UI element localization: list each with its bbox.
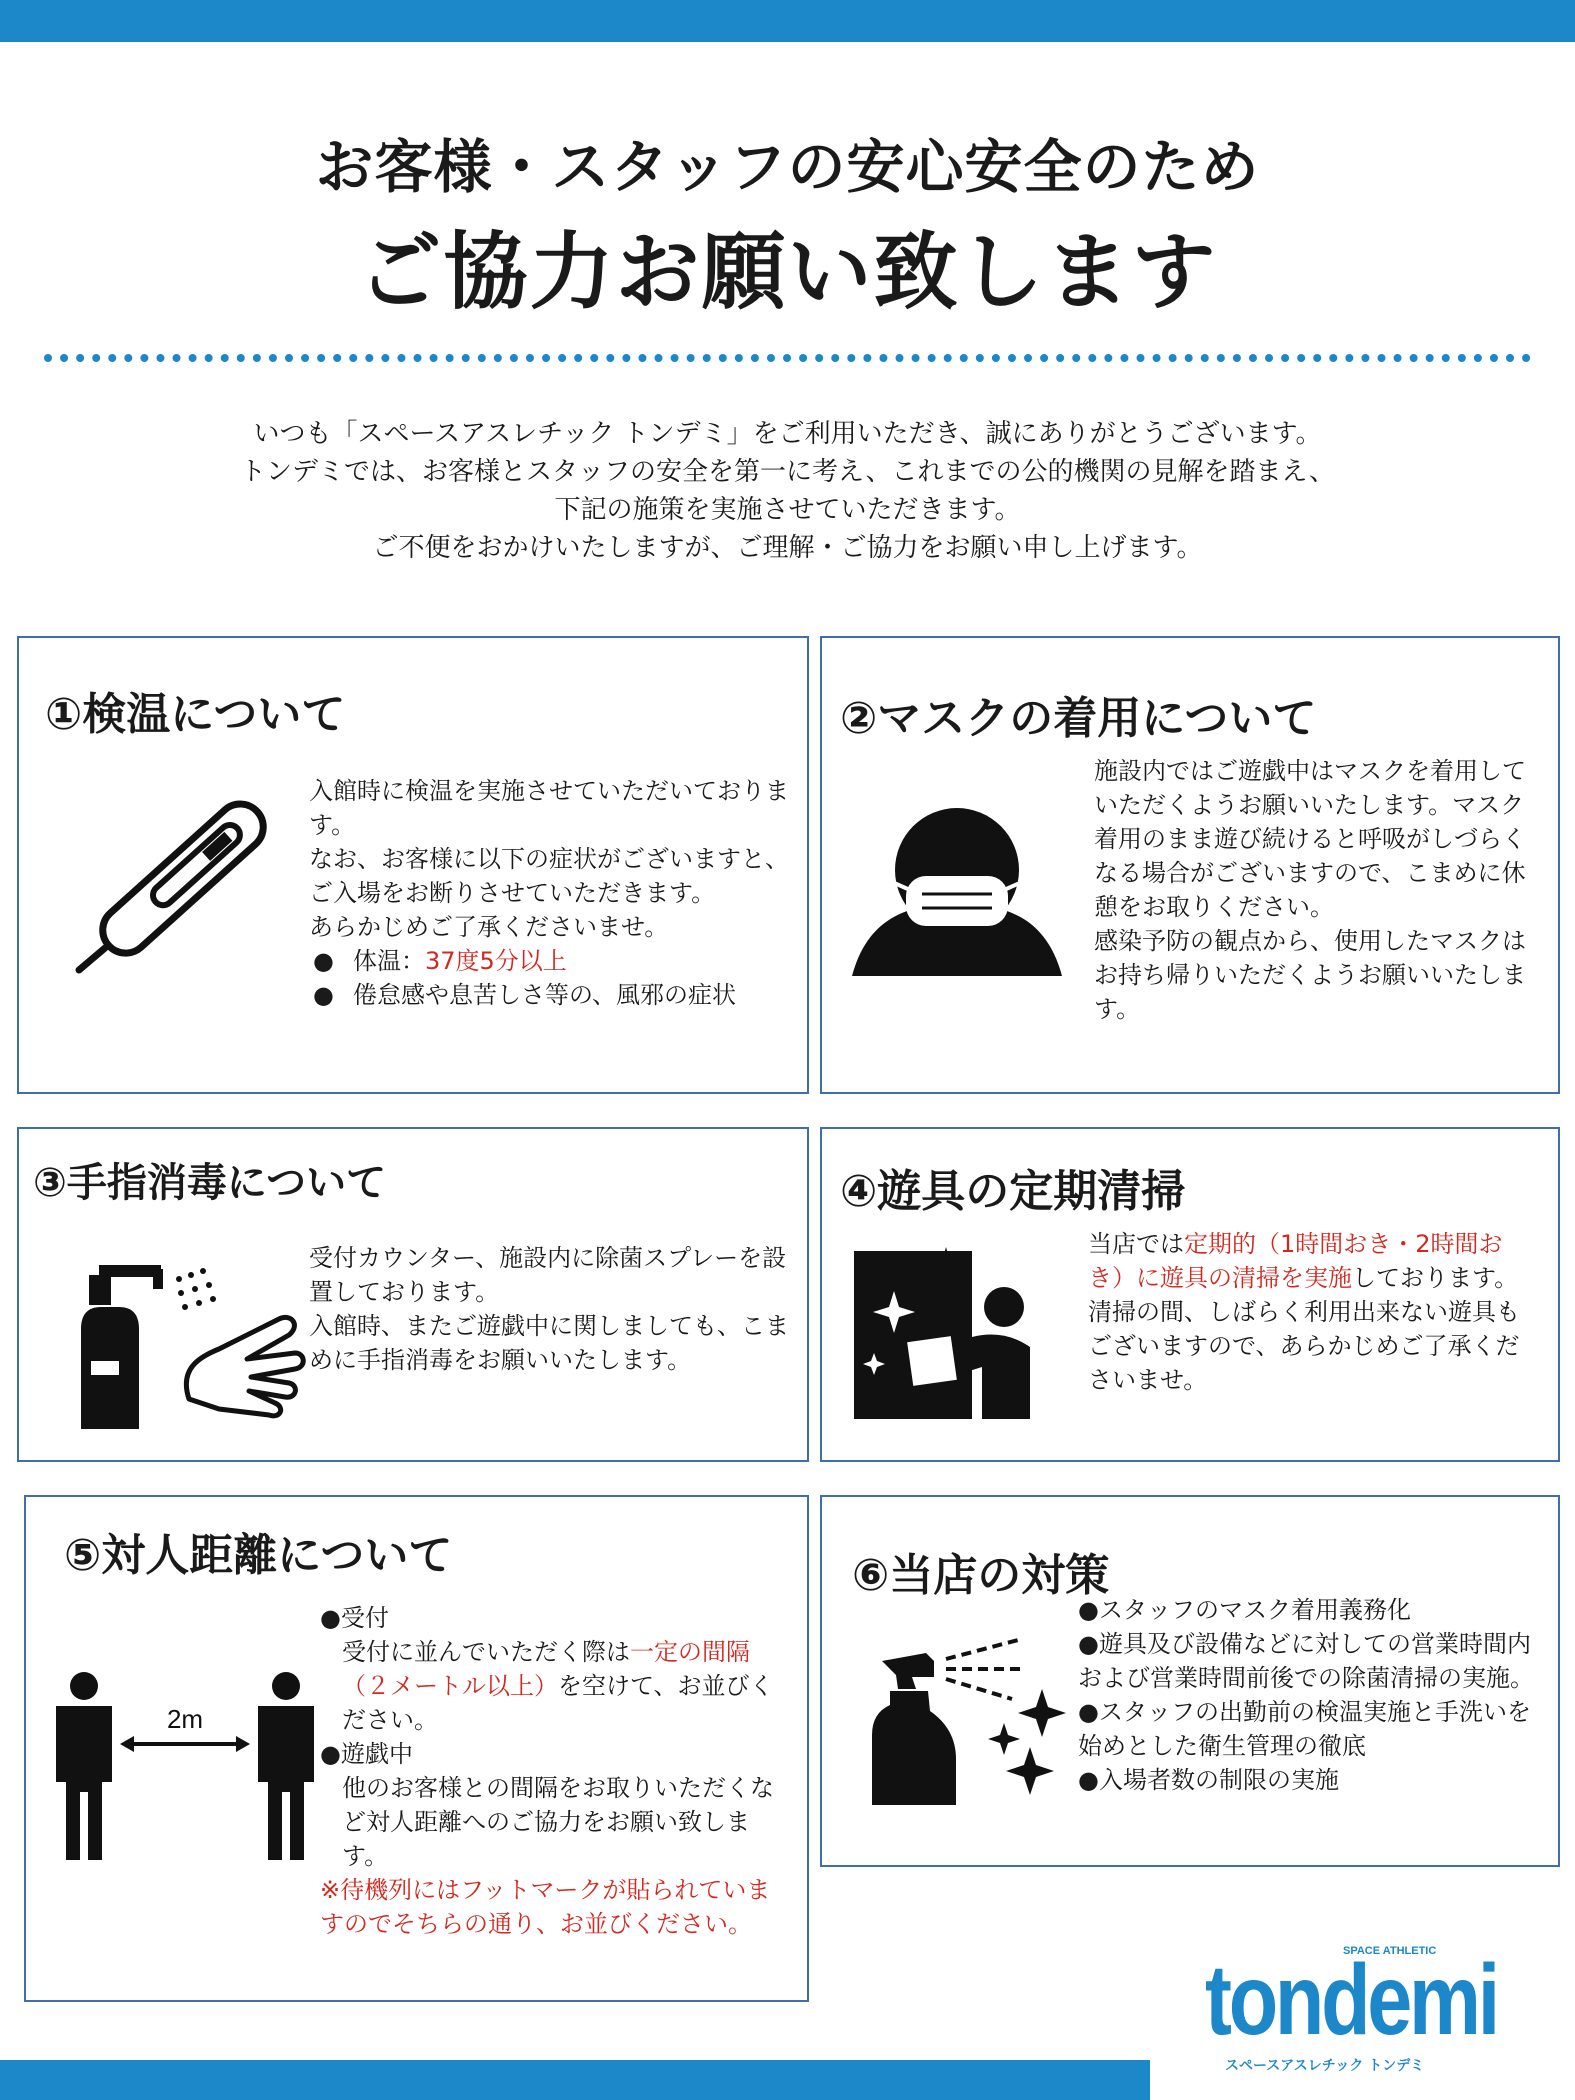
body-text: を空けて、お並びください。 — [342, 1672, 774, 1734]
body-text: しております。 — [1352, 1264, 1519, 1292]
cleaning-icon — [854, 1247, 1034, 1422]
body-line: 入館時に検温を実施させていただいております。 — [309, 777, 789, 839]
body-line — [1088, 1227, 1538, 1295]
intro-line: ご不便をおかけいたしますが、ご理解・ご協力をお願い申し上げます。 — [372, 533, 1203, 563]
card-body — [309, 774, 789, 1012]
intro-line: いつも「スペースアスレチック トンデミ」をご利用いただき、誠にありがとうございます。 — [253, 419, 1322, 449]
measure-item: ●遊具及び設備などに対しての営業時間内および営業時間前後での除菌清掃の実施。 — [1078, 1630, 1534, 1692]
measure-item: ●入場者数の制限の実施 — [1078, 1766, 1339, 1794]
title-line-1: お客様・スタッフの安心安全のため — [315, 133, 1260, 201]
bottom-accent-bar — [0, 2060, 1150, 2100]
dotted-divider — [44, 354, 1531, 362]
body-line: あらかじめご了承くださいませ。 — [309, 913, 669, 941]
body-line — [320, 1635, 786, 1737]
card-hand-sanitizing — [17, 1127, 809, 1462]
masked-person-icon — [852, 798, 1062, 978]
card-equipment-cleaning — [820, 1127, 1560, 1462]
body-line: 他のお客様との間隔をお取りいただくなど対人距離へのご協力をお願い致します。 — [342, 1774, 774, 1870]
hand-sanitizer-icon — [69, 1249, 309, 1439]
card-title: ⑥当店の対策 — [852, 1550, 1110, 1601]
measure-item: ●スタッフの出勤前の検温実施と手洗いを始めとした衛生管理の徹底 — [1078, 1698, 1531, 1760]
card-title: ②マスクの着用について — [840, 693, 1317, 744]
logo-caption: スペースアスレチック トンデミ — [1225, 2058, 1425, 2074]
card-body — [309, 1241, 795, 1377]
bullet-dot: ● — [313, 947, 334, 975]
spray-bottle-icon — [872, 1625, 1072, 1805]
card-title: ③手指消毒について — [33, 1160, 387, 1206]
footmark-note: ※待機列にはフットマークが貼られていますのでそちらの通り、お並びください。 — [320, 1876, 771, 1938]
thermometer-icon — [69, 798, 279, 978]
subheading: ●遊戯中 — [320, 1740, 413, 1768]
card-title: ①検温について — [45, 689, 346, 740]
symptom-item — [309, 944, 789, 978]
distance-highlight: 一定の間隔（２メートル以上） — [342, 1638, 750, 1700]
card-body — [1088, 1227, 1538, 1397]
intro-line: 下記の施策を実施させていただきます。 — [554, 495, 1021, 525]
card-body — [1094, 754, 1534, 1026]
temperature-threshold: 37度5分以上 — [425, 947, 567, 975]
card-title: ④遊具の定期清掃 — [840, 1166, 1186, 1217]
body-line: 施設内ではご遊戯中はマスクを着用していただくようお願いいたします。マスク着用のまま遊び続けると呼吸がしづらくなる場合がございますので、こまめに休憩をお取りください。 — [1094, 757, 1526, 921]
tondemi-logo — [1205, 1930, 1505, 2080]
measure-item: ●スタッフのマスク着用義務化 — [1078, 1596, 1411, 1624]
symptom-text: 倦怠感や息苦しさ等の、風邪の症状 — [353, 981, 737, 1009]
distance-label: 2m — [166, 1704, 204, 1734]
card-store-measures — [820, 1495, 1560, 1867]
card-title: ⑤対人距離について — [64, 1530, 453, 1581]
symptom-label: 体温： — [353, 947, 425, 975]
logo-wordmark: tondemi — [1205, 1944, 1497, 2056]
top-accent-bar — [0, 0, 1575, 42]
logo-tagline: SPACE ATHLETIC — [1343, 1945, 1437, 1957]
card-temperature-check — [17, 636, 809, 1094]
body-line: 入館時、またご遊戯中に関しましても、こまめに手指消毒をお願いいたします。 — [309, 1312, 789, 1374]
cleaning-schedule-highlight: 定期的（1時間おき・2時間おき）に遊具の清掃を実施 — [1088, 1230, 1503, 1292]
page-title: ご協力お願い致します — [357, 223, 1218, 321]
body-text: 当店では — [1088, 1230, 1184, 1258]
measures-list — [1078, 1593, 1538, 1797]
card-body — [320, 1601, 786, 1941]
body-line: 感染予防の観点から、使用したマスクはお持ち帰りいただくようお願いいたします。 — [1094, 927, 1526, 1023]
subheading: ●受付 — [320, 1604, 389, 1632]
body-line: なお、お客様に以下の症状がございますと、ご入場をお断りさせていただきます。 — [309, 845, 789, 907]
body-text: 受付に並んでいただく際は — [342, 1638, 630, 1666]
body-line: 清掃の間、しばらく利用出来ない遊具もございますので、あらかじめご了承くださいませ。 — [1088, 1298, 1520, 1394]
card-mask — [820, 636, 1560, 1094]
body-line: 受付カウンター、施設内に除菌スプレーを設置しております。 — [309, 1244, 787, 1306]
symptom-item — [309, 978, 789, 1012]
intro-line: トンデミでは、お客様とスタッフの安全を第一に考え、これまでの公的機関の見解を踏まえ、 — [239, 457, 1336, 487]
card-social-distance — [24, 1495, 809, 2002]
social-distance-icon — [50, 1672, 320, 1862]
intro-paragraph — [0, 415, 1575, 567]
bullet-dot: ● — [313, 981, 334, 1009]
